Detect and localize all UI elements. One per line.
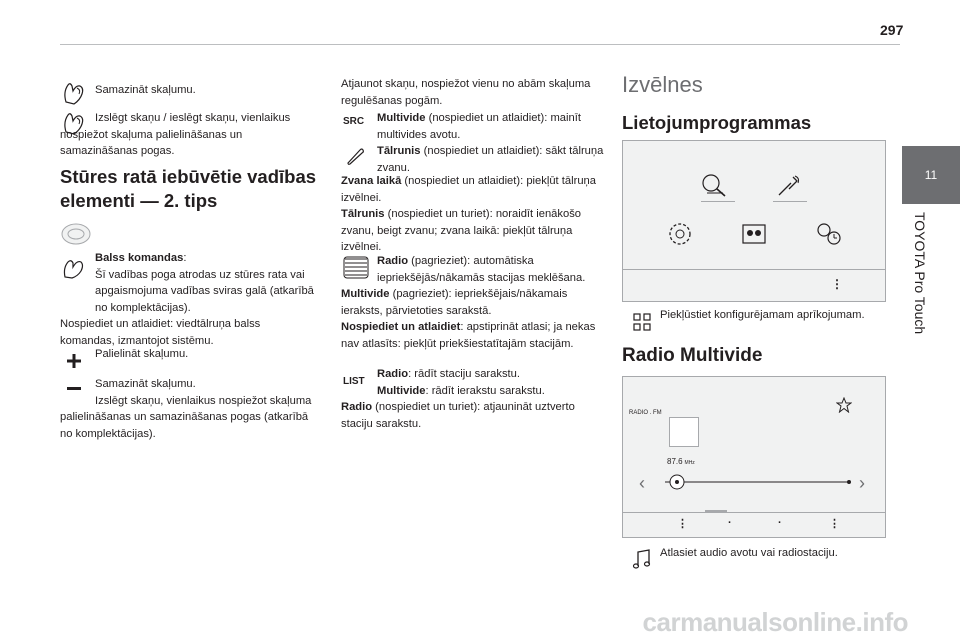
header-rule: [60, 44, 900, 45]
radio-band-label: RADIO . FM: [629, 410, 662, 416]
radio-screen: [622, 376, 886, 538]
src-button-label: SRC: [343, 116, 365, 127]
menu-dots-icon[interactable]: ⋮: [677, 518, 688, 530]
plus-icon: [66, 353, 82, 369]
section-heading-steering: Stūres ratā iebūvētie vadības elementi — 2. tips: [60, 166, 317, 211]
phone-text: Tālrunis (nospiediet un atlaidiet): sākt tālruņa zvanu.: [377, 145, 604, 174]
phone-hold-text: Tālrunis (nospiediet un turiet): noraidīt ienākošo zvanu, beigt zvanu; zvana laikā: piekļūt tālruņa izvēlnei.: [341, 208, 582, 253]
apps-grid-icon: [632, 312, 652, 332]
voice-commands-block: Balss komandas: Šī vadības poga atrodas uz stūres rata vai apgaismojuma vadības sviras galā (atkarībā no komplektācijas). Nospiediet un atlaidiet: viedtālruņa balss komandas, izmantojot sistēmu.: [60, 250, 318, 349]
radio-caption: Atlasiet audio avotu vai radiostaciju.: [660, 547, 838, 559]
volume-down-block: [60, 376, 318, 442]
more-options-icon[interactable]: ⋮: [829, 518, 840, 530]
music-note-icon: [632, 548, 652, 570]
tile-divider: [701, 201, 735, 202]
climate-timer-icon: [815, 221, 843, 247]
voice-title: Balss komandas: [95, 252, 184, 264]
page-number: 297: [880, 22, 904, 38]
screen-divider: [623, 512, 885, 513]
screen-divider: [623, 269, 885, 270]
radio-turn-text: Radio (pagrieziet): automātiska iepriekšējās/nākamās stacijas meklēšana.: [377, 255, 586, 284]
volume-up-text: Palielināt skaļumu.: [95, 348, 189, 360]
dot-icon[interactable]: ·: [778, 517, 782, 529]
frequency-readout: 87.6 MHz: [667, 457, 695, 466]
voice-text-2: Nospiediet un atlaidiet: viedtālruņa balss komandas, izmantojot sistēmu.: [60, 318, 261, 347]
station-artwork: [669, 417, 699, 447]
voice-text-1: Šī vadības poga atrodas uz stūres rata vai apgaismojuma vadības sviras galā (atkarībā no komplektācijas).: [95, 268, 314, 314]
apps-screen: [622, 140, 886, 302]
prev-station-icon[interactable]: ‹: [639, 473, 645, 493]
mute-step-text: Samazināt skaļumu.: [95, 84, 196, 96]
connect-app-icon: [667, 221, 693, 247]
restore-sound-text: Atjaunot skaņu, nospiežot vienu no abām skaļuma regulēšanas pogām.: [341, 78, 591, 107]
apps-caption: Piekļūstiet konfigurējamam aprīkojumam.: [660, 309, 865, 321]
radio-heading: Radio Multivide: [622, 345, 763, 366]
src-text: Multivide (nospiediet un atlaidiet): mainīt multivides avotu.: [377, 112, 581, 141]
menus-heading: Izvēlnes: [622, 72, 703, 97]
apps-heading: Lietojumprogrammas: [622, 112, 812, 133]
list-radio-text: Radio: rādīt staciju sarakstu.: [377, 368, 520, 380]
chapter-tab: 11: [902, 146, 960, 204]
mute-toggle-text: Izslēgt skaņu / ieslēgt skaņu, vienlaikus nospiežot skaļuma palielināšanas un samazināšanas pogas.: [60, 112, 291, 157]
steering-wheel-icon: [60, 222, 92, 246]
phone-block: [341, 173, 605, 256]
steering-control-icon: [60, 78, 90, 108]
in-call-text: Zvana laikā (nospiediet un atlaidiet): piekļūt tālruņa izvēlnei.: [341, 175, 596, 204]
watermark: carmanualsonline.info: [642, 607, 908, 637]
list-media-text: Multivide: rādīt ierakstu sarakstu.: [377, 384, 545, 397]
star-icon[interactable]: [836, 397, 852, 413]
list-block: [341, 366, 605, 432]
next-station-icon[interactable]: ›: [859, 473, 865, 493]
dot-icon[interactable]: ·: [728, 517, 732, 529]
wheel-block: [341, 253, 605, 352]
tile-divider: [773, 201, 807, 202]
active-tab-indicator: [705, 510, 727, 513]
connected-nav-icon: [701, 173, 729, 199]
volume-down-text: Samazināt skaļumu.: [95, 378, 196, 390]
radio-hold-text: Radio (nospiediet un turiet): atjaunināt uztverto staciju sarakstu.: [341, 401, 575, 430]
vehicle-settings-icon: [775, 173, 803, 199]
chapter-title: TOYOTA Pro Touch: [912, 212, 928, 335]
volume-down-mute-text: Izslēgt skaņu, vienlaikus nospiežot skaļuma palielināšanas un samazināšanas pogas (atkarībā no komplektācijas).: [60, 394, 312, 440]
frequency-slider[interactable]: [663, 472, 853, 492]
phone-icon: [345, 146, 365, 166]
media-turn-text: Multivide (pagrieziet): iepriekšējais/nākamais ieraksts, pārvietoties sarakstā.: [341, 288, 568, 317]
contacts-icon: [741, 223, 767, 245]
more-options-icon[interactable]: ⋮: [831, 277, 843, 291]
list-button-label: LIST: [343, 376, 365, 387]
press-release-text: Nospiediet un atlaidiet: apstiprināt atlasi; ja nekas nav atlasīts: piekļūt priekšiestatītajām stacijām.: [341, 321, 596, 350]
